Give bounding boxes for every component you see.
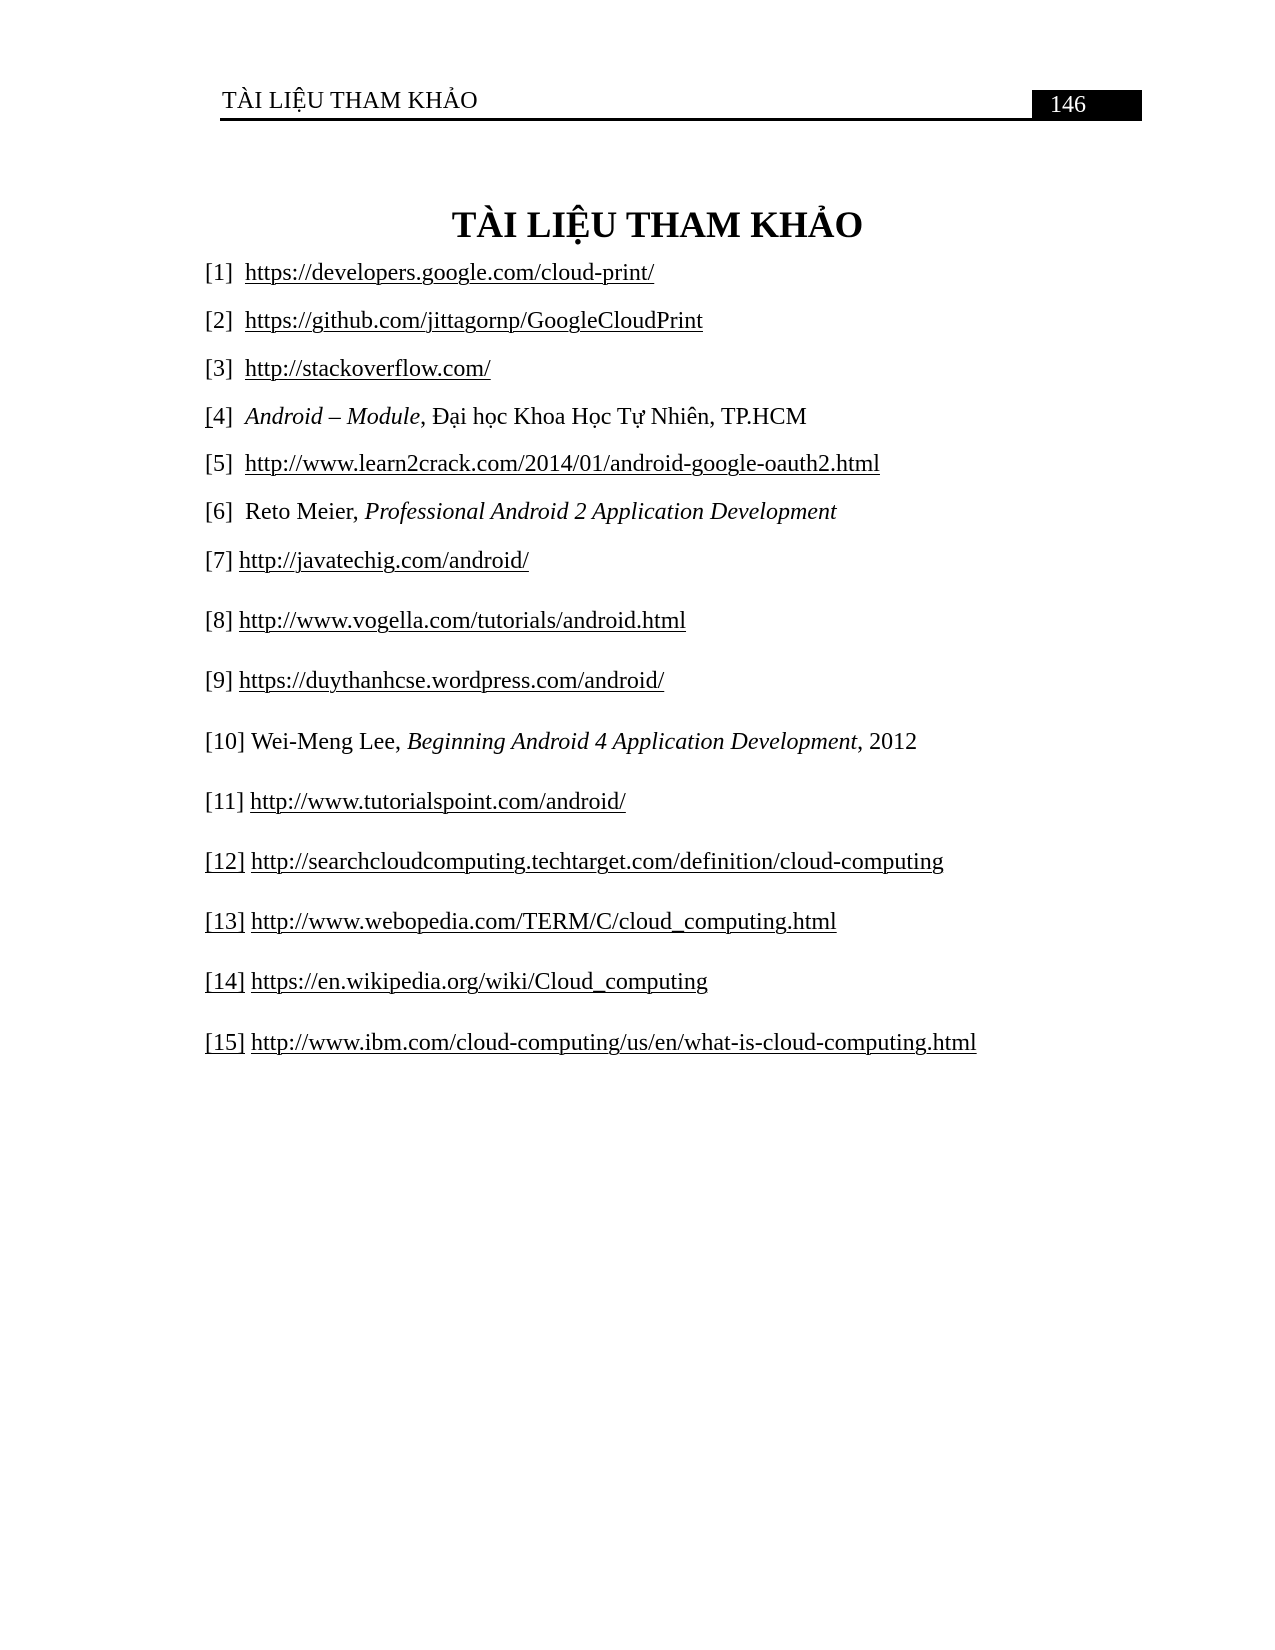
reference-item bbox=[205, 306, 703, 336]
reference-item bbox=[205, 727, 917, 757]
reference-link[interactable]: http://www.webopedia.com/TERM/C/cloud_computing.html bbox=[250, 909, 837, 935]
reference-link[interactable]: https://en.wikipedia.org/wiki/Cloud_computing bbox=[250, 969, 708, 995]
reference-item bbox=[205, 907, 837, 937]
reference-number: [3] bbox=[205, 356, 233, 382]
reference-item bbox=[205, 1028, 977, 1058]
reference-number-bracket: [ bbox=[205, 404, 213, 430]
reference-number: [14] bbox=[205, 969, 245, 995]
reference-link[interactable]: http://www.vogella.com/tutorials/android.html bbox=[238, 608, 687, 634]
page-number: 146 bbox=[1050, 92, 1086, 118]
reference-item bbox=[205, 497, 837, 527]
reference-work-title: Beginning Android 4 Application Development bbox=[406, 729, 858, 755]
reference-item bbox=[205, 787, 626, 817]
reference-number: [6] bbox=[205, 499, 233, 525]
reference-number: [9] bbox=[205, 668, 233, 694]
header-title: TÀI LIỆU THAM KHẢO bbox=[222, 88, 478, 114]
reference-work-title: Professional Android 2 Application Development bbox=[364, 499, 837, 525]
reference-link[interactable]: http://www.ibm.com/cloud-computing/us/en/what-is-cloud-computing.html bbox=[250, 1030, 977, 1056]
reference-item bbox=[205, 402, 807, 432]
reference-item bbox=[205, 449, 880, 479]
reference-number: [15] bbox=[205, 1030, 245, 1056]
page-header bbox=[220, 86, 1142, 122]
reference-number: 4] bbox=[213, 404, 233, 430]
reference-item bbox=[205, 666, 664, 696]
reference-number: [1] bbox=[205, 260, 233, 286]
reference-item bbox=[205, 354, 491, 384]
reference-item bbox=[205, 546, 529, 576]
reference-number: [2] bbox=[205, 308, 233, 334]
page-title: TÀI LIỆU THAM KHẢO bbox=[451, 205, 864, 246]
reference-number: [13] bbox=[205, 909, 245, 935]
reference-item bbox=[205, 258, 654, 288]
reference-item bbox=[205, 847, 944, 877]
reference-item bbox=[205, 967, 708, 997]
reference-link[interactable]: http://www.tutorialspoint.com/android/ bbox=[250, 789, 626, 815]
reference-author: Reto Meier, bbox=[244, 499, 365, 525]
page-number-box bbox=[1032, 90, 1142, 121]
reference-link[interactable]: http://searchcloudcomputing.techtarget.com/definition/cloud-computing bbox=[250, 849, 944, 875]
reference-link[interactable]: http://www.learn2crack.com/2014/01/android-google-oauth2.html bbox=[244, 451, 880, 477]
reference-number: [10] bbox=[205, 729, 245, 755]
reference-work-title: Android – Module bbox=[245, 404, 421, 430]
reference-number: [11] bbox=[205, 789, 245, 815]
reference-author: Wei-Meng Lee, bbox=[250, 729, 407, 755]
reference-publisher: , Đại học Khoa Học Tự Nhiên, TP.HCM bbox=[420, 404, 807, 430]
reference-number: [8] bbox=[205, 608, 233, 634]
reference-number: [5] bbox=[205, 451, 233, 477]
reference-link[interactable]: https://duythanhcse.wordpress.com/android/ bbox=[238, 668, 665, 694]
header-rule bbox=[220, 118, 1142, 121]
reference-link[interactable]: http://javatechig.com/android/ bbox=[238, 548, 529, 574]
reference-link[interactable]: http://stackoverflow.com/ bbox=[244, 356, 491, 382]
reference-item bbox=[205, 606, 686, 636]
reference-link[interactable]: https://github.com/jittagornp/GoogleCloudPrint bbox=[244, 308, 703, 334]
reference-link[interactable]: https://developers.google.com/cloud-print/ bbox=[244, 260, 655, 286]
reference-year: , 2012 bbox=[857, 729, 918, 755]
reference-number: [12] bbox=[205, 849, 245, 875]
reference-number: [7] bbox=[205, 548, 233, 574]
